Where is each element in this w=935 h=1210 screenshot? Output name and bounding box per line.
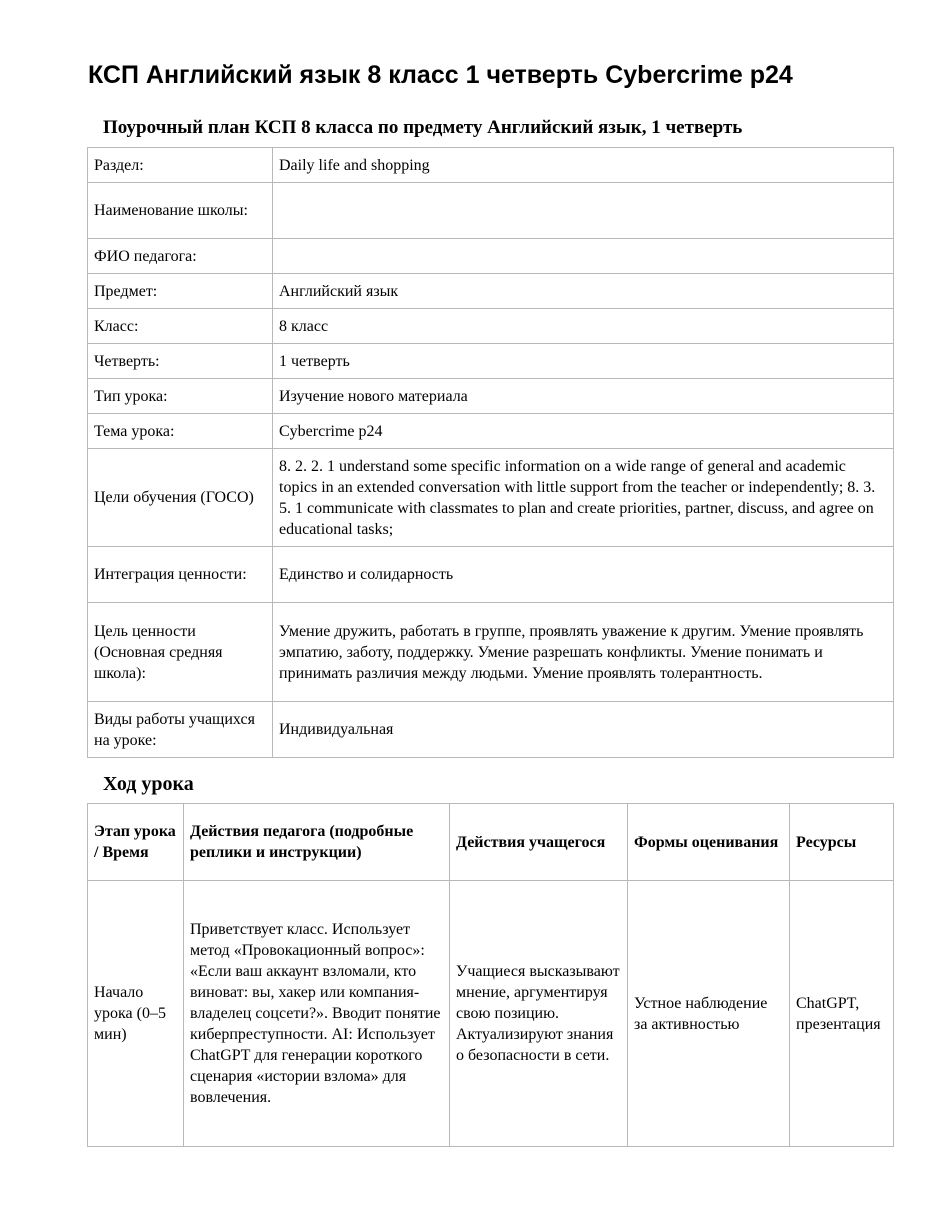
table-row	[88, 702, 894, 758]
teacher-actions-cell: Приветствует класс. Использует метод «Провокационный вопрос»: «Если ваш аккаунт взломали, кто виноват: вы, хакер или компания-владелец соцсети?». Вводит понятие киберпреступности. AI: Использует ChatGPT для генерации короткого сценария «истории взлома» для вовлечения.	[184, 881, 450, 1147]
info-label: Тема урока:	[88, 414, 273, 449]
lesson-course-table	[87, 803, 894, 1147]
info-label: Цели обучения (ГОСО)	[88, 449, 273, 547]
info-label: Раздел:	[88, 148, 273, 183]
plan-heading: Поурочный план КСП 8 класса по предмету Английский язык, 1 четверть	[103, 117, 743, 138]
info-value: 8. 2. 2. 1 understand some specific information on a wide range of general and academic topics in an extended conversation with little support from the teacher or independently; 8. 3. 5. 1 communicate with classmates to plan and create priorities, partner, discuss, and agree on educational tasks;	[273, 449, 894, 547]
table-row	[88, 414, 894, 449]
info-label: Интеграция ценности:	[88, 547, 273, 603]
info-label: Виды работы учащихся на уроке:	[88, 702, 273, 758]
table-row	[88, 309, 894, 344]
lesson-stage-cell: Начало урока (0–5 мин)	[88, 881, 184, 1147]
column-header-student-actions: Действия учащегося	[450, 804, 628, 881]
info-label: Наименование школы:	[88, 183, 273, 239]
info-value	[273, 183, 894, 239]
info-value: Единство и солидарность	[273, 547, 894, 603]
info-label: Предмет:	[88, 274, 273, 309]
info-label: ФИО педагога:	[88, 239, 273, 274]
student-actions-cell: Учащиеся высказывают мнение, аргументируя свою позицию. Актуализируют знания о безопасности в сети.	[450, 881, 628, 1147]
column-header-stage: Этап урока / Время	[88, 804, 184, 881]
table-row	[88, 148, 894, 183]
info-value: Daily life and shopping	[273, 148, 894, 183]
info-value: 8 класс	[273, 309, 894, 344]
table-header-row	[88, 804, 894, 881]
course-heading: Ход урока	[103, 773, 194, 795]
table-row	[88, 239, 894, 274]
info-label: Тип урока:	[88, 379, 273, 414]
resources-cell: ChatGPT, презентация	[790, 881, 894, 1147]
table-row	[88, 547, 894, 603]
table-row	[88, 274, 894, 309]
table-row	[88, 379, 894, 414]
info-value: Умение дружить, работать в группе, проявлять уважение к другим. Умение проявлять эмпатию, заботу, поддержку. Умение разрешать конфликты. Умение понимать и принимать различия между людьми. Умение проявлять толерантность.	[273, 603, 894, 702]
info-label: Четверть:	[88, 344, 273, 379]
table-row	[88, 449, 894, 547]
info-value: Cybercrime p24	[273, 414, 894, 449]
info-value: Изучение нового материала	[273, 379, 894, 414]
lesson-info-table	[87, 147, 894, 758]
table-row	[88, 183, 894, 239]
info-label: Цель ценности (Основная средняя школа):	[88, 603, 273, 702]
info-value: Индивидуальная	[273, 702, 894, 758]
table-row	[88, 603, 894, 702]
table-row	[88, 344, 894, 379]
table-row	[88, 881, 894, 1147]
info-label: Класс:	[88, 309, 273, 344]
column-header-teacher-actions: Действия педагога (подробные реплики и инструкции)	[184, 804, 450, 881]
column-header-resources: Ресурсы	[790, 804, 894, 881]
info-value: Английский язык	[273, 274, 894, 309]
column-header-assessment: Формы оценивания	[628, 804, 790, 881]
info-value: 1 четверть	[273, 344, 894, 379]
info-value	[273, 239, 894, 274]
assessment-cell: Устное наблюдение за активностью	[628, 881, 790, 1147]
page-title: КСП Английский язык 8 класс 1 четверть Cybercrime p24	[88, 61, 793, 89]
